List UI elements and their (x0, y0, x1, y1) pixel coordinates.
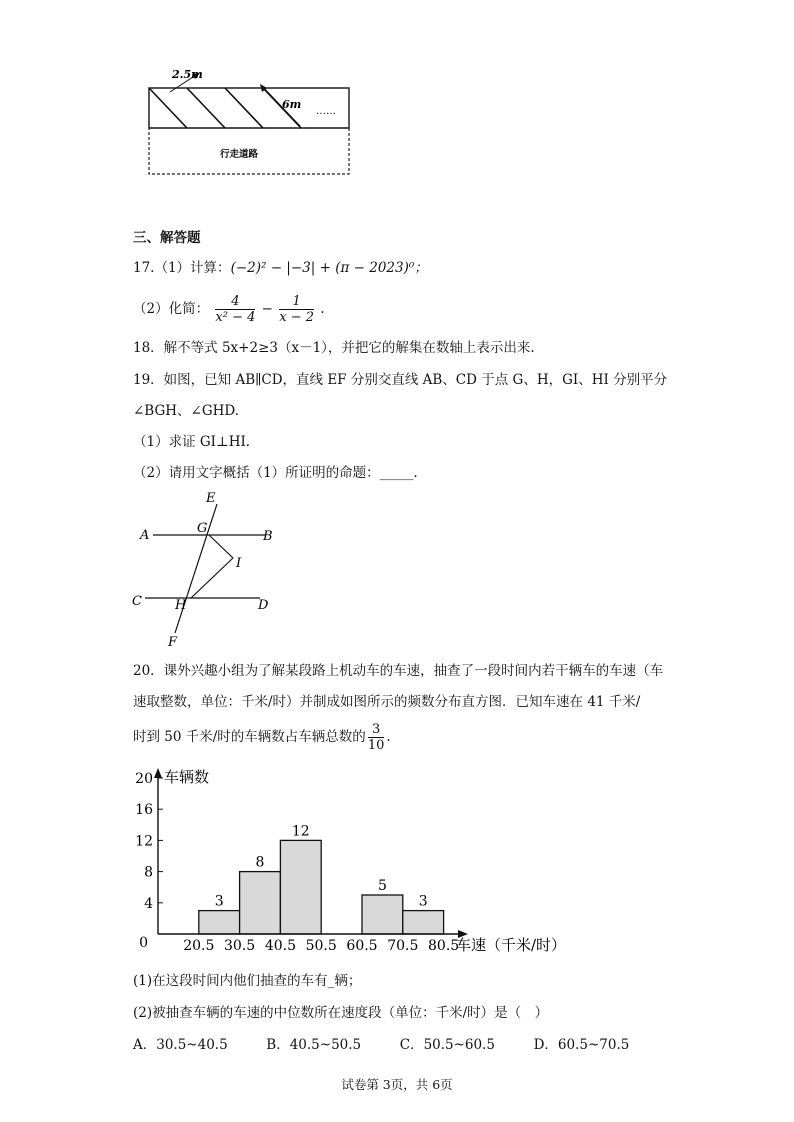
histogram-bar (403, 911, 444, 934)
x-tick-label: 60.5 (346, 938, 378, 954)
q17-part1 (133, 259, 428, 277)
y-tick-label: 20 (135, 771, 153, 787)
origin-label: 0 (139, 935, 148, 951)
q20-line3 (133, 720, 391, 754)
page-footer: 试卷第 3页，共 6页 (341, 1077, 453, 1092)
option-c: C．50.5~60.5 (399, 1037, 495, 1053)
q17-part1-prefix: 17.（1）计算： (133, 260, 231, 276)
label-d: D (258, 598, 269, 613)
y-axis-title: 车辆数 (164, 768, 210, 786)
q17-fraction-1 (215, 294, 255, 325)
fraction-numerator: 4 (215, 294, 255, 310)
fraction-denominator: 10 (367, 738, 385, 753)
histogram-bar (362, 895, 403, 934)
label-e: E (206, 491, 216, 506)
ellipsis: …… (316, 106, 336, 117)
fraction-denominator: x − 2 (279, 310, 315, 325)
x-tick-label: 50.5 (305, 938, 337, 954)
label-a: A (140, 528, 150, 543)
option-a: A．30.5~40.5 (133, 1037, 228, 1053)
q19-part2: （2）请用文字概括（1）所证明的命题：_____. (133, 465, 418, 481)
y-tick-label: 4 (144, 895, 153, 912)
x-tick-label: 30.5 (224, 938, 256, 954)
q20-fraction (368, 722, 385, 753)
y-tick-label: 12 (135, 833, 153, 850)
histogram-bar (280, 840, 321, 934)
bar-value-label: 12 (291, 823, 310, 840)
q17-part2-prefix: （2）化简： (133, 301, 210, 317)
x-axis-title: 车速（千米/时） (456, 936, 567, 954)
q20-part1: (1)在这段时间内他们抽查的车有_辆； (133, 973, 362, 989)
x-tick-label: 20.5 (183, 938, 215, 954)
label-c: C (132, 594, 142, 609)
q20-line1: 20．课外兴趣小组为了解某段路上机动车的车速，抽查了一段时间内若干辆车的车速（车 (133, 663, 664, 679)
label-g: G (197, 521, 208, 536)
fraction-numerator: 3 (368, 722, 385, 738)
label-i: I (236, 556, 242, 571)
bar-value-label: 8 (255, 854, 265, 871)
label-b: B (263, 529, 273, 544)
y-tick-label: 8 (144, 864, 153, 881)
q20-line3-end: . (386, 729, 391, 745)
q19-line1: 19．如图，已知 AB∥CD，直线 EF 分别交直线 AB、CD 于点 G、H，GI、HI 分别平分 (133, 372, 668, 388)
q17-end: . (320, 301, 325, 317)
road-label: 行走道路 (220, 149, 259, 160)
y-axis-arrow-icon (154, 768, 162, 778)
q17-part1-expr: (−2)² − |−3| + (π − 2023)⁰； (230, 260, 428, 276)
q19-line2: ∠BGH、∠GHD. (133, 403, 240, 419)
histogram-bar (240, 872, 281, 934)
x-tick-label: 70.5 (387, 938, 419, 954)
dim-length-label: 6m (282, 98, 302, 111)
label-f: F (168, 635, 178, 650)
fraction-numerator: 1 (279, 294, 314, 310)
q18-text: 18．解不等式 5x+2≥3（x－1），并把它的解集在数轴上表示出来. (133, 340, 535, 356)
x-tick-label: 80.5 (428, 938, 460, 954)
option-b: B．40.5~50.5 (266, 1037, 362, 1053)
bar-value-label: 3 (418, 893, 428, 910)
line-ef (175, 504, 217, 633)
q17-fraction-2 (279, 294, 314, 325)
diagonal-stripes (149, 88, 301, 128)
q20-line2: 速取整数，单位：千米/时）并制成如图所示的频数分布直方图．已知车速在 41 千米/ (133, 694, 641, 710)
x-tick-label: 40.5 (264, 938, 296, 954)
bar-value-label: 5 (377, 878, 387, 894)
histogram-bar (199, 911, 240, 934)
road-diagram (140, 62, 360, 177)
q20-options (133, 1036, 629, 1054)
speed-histogram (130, 762, 580, 962)
parallel-lines-diagram (125, 488, 295, 650)
segment-gi (209, 535, 233, 558)
q19-part1: （1）求证 GI⊥HI. (133, 434, 251, 450)
y-tick-label: 16 (135, 802, 153, 819)
bar-value-label: 3 (214, 893, 224, 910)
minus-sign: − (261, 301, 273, 317)
q17-part2 (133, 292, 325, 326)
section-title: 三、解答题 (133, 230, 201, 246)
q20-line3-prefix: 时到 50 千米/时的车辆数占车辆总数的 (133, 729, 366, 745)
q20-part2: (2)被抽查车辆的车速的中位数所在速度段（单位：千米/时）是（ ） (133, 1005, 549, 1021)
label-h: H (175, 598, 187, 613)
option-d: D．60.5~70.5 (533, 1037, 630, 1053)
fraction-denominator: x² − 4 (215, 310, 256, 325)
dim-width-label: 2.5m (172, 68, 203, 81)
